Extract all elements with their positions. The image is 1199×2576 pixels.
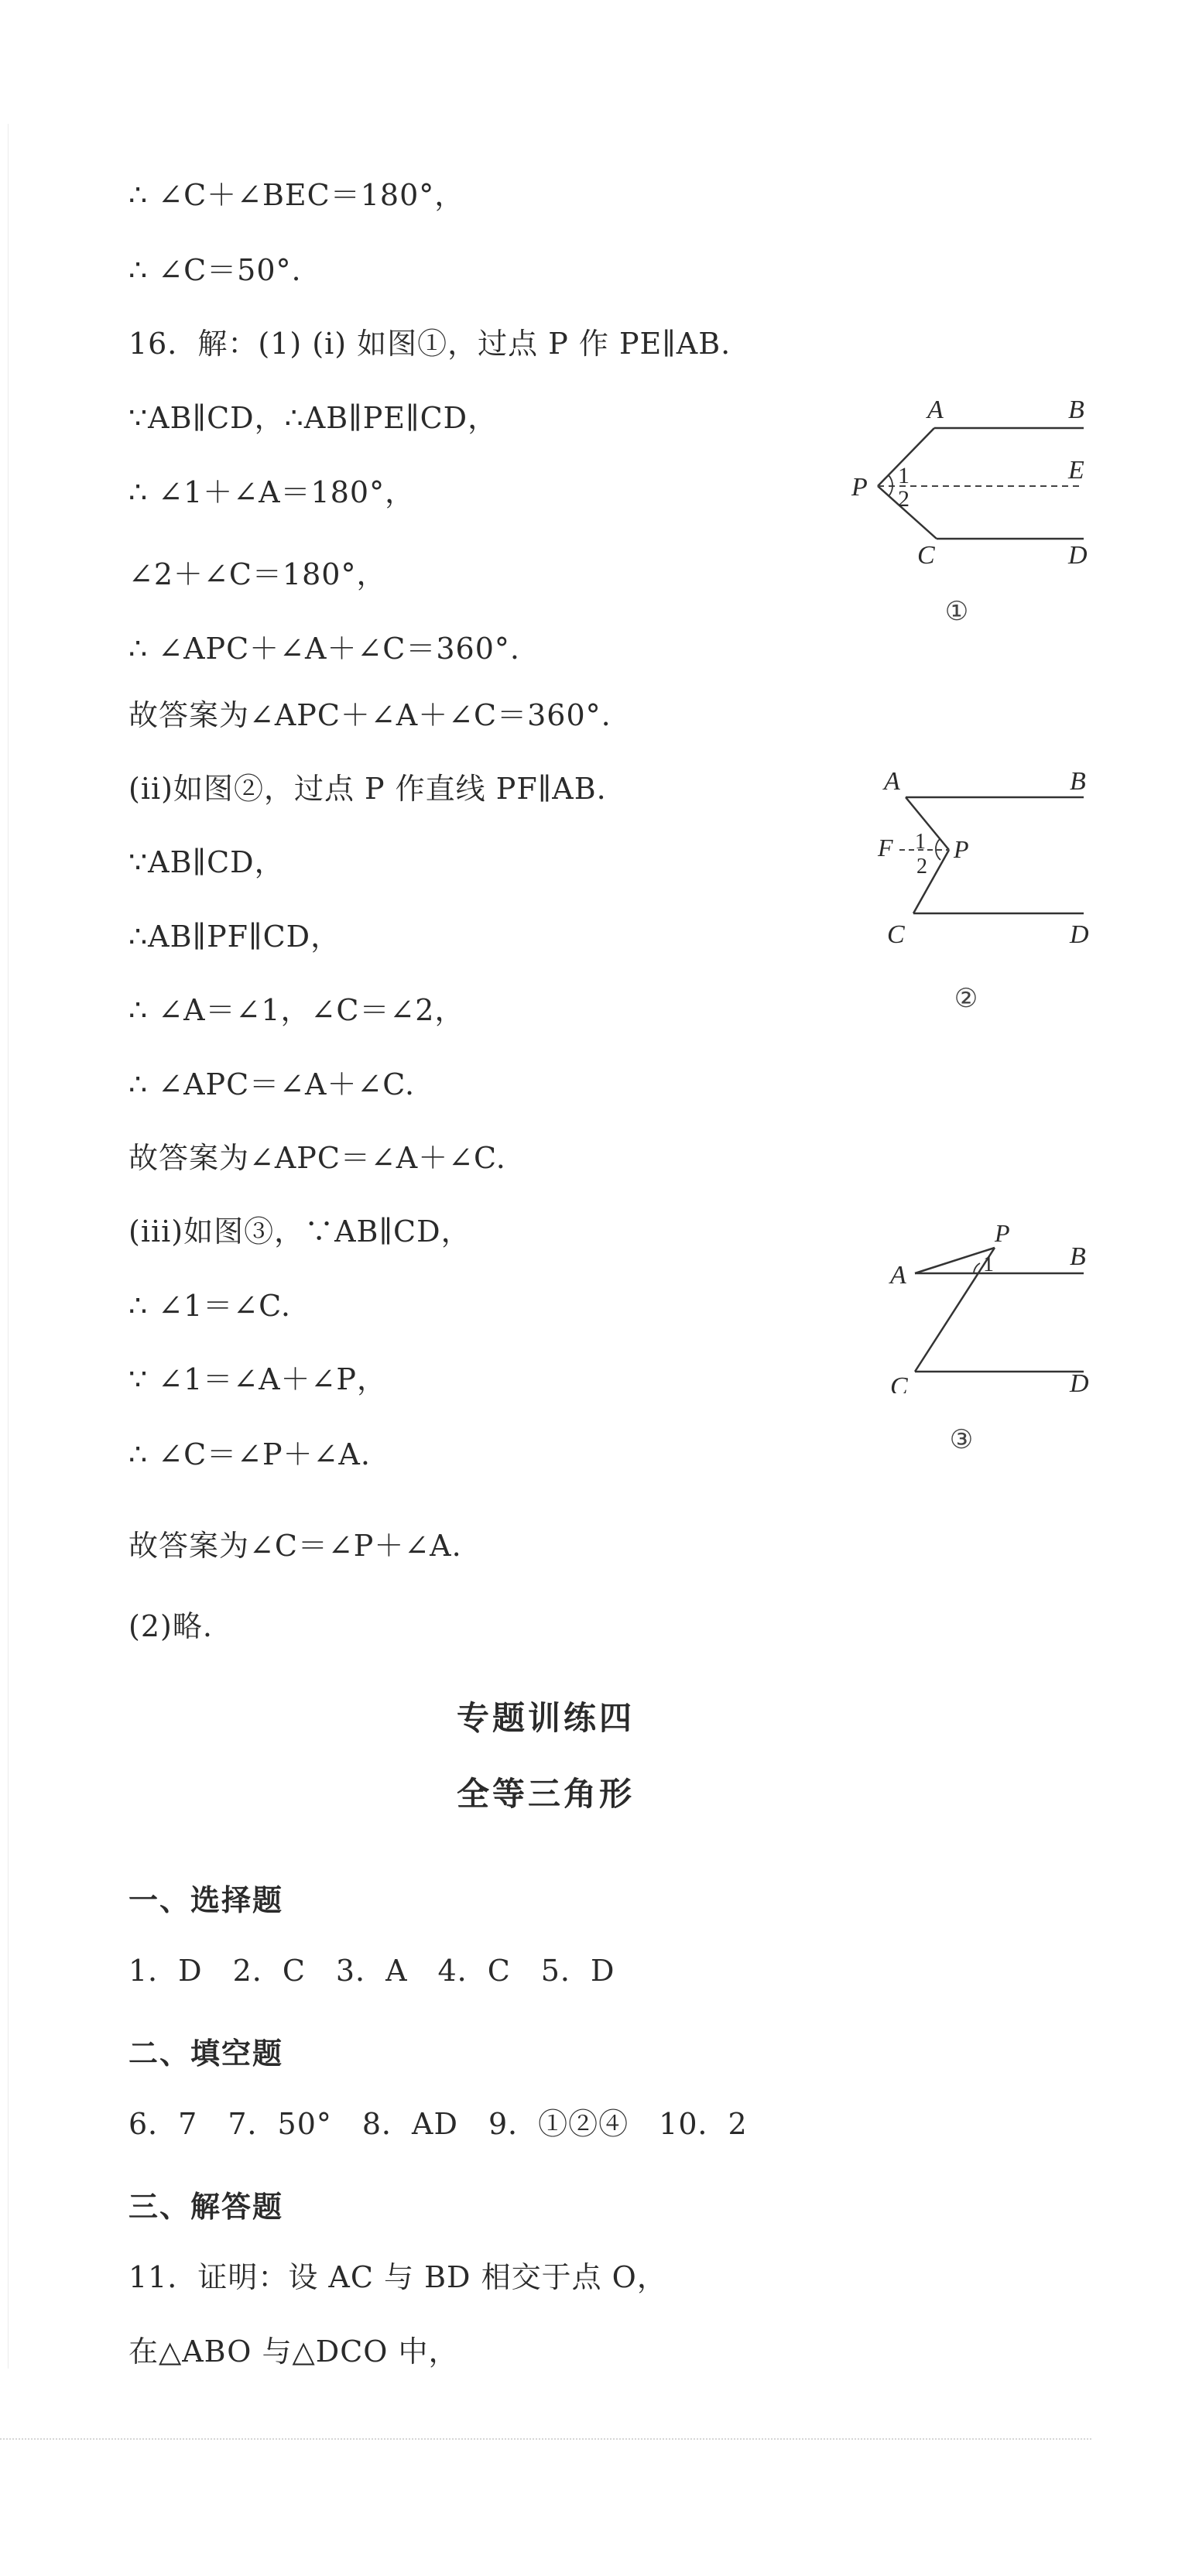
solution-line: ∵AB∥CD， (128, 845, 285, 879)
angle-2-label: 2 (898, 486, 910, 512)
label-a: A (927, 396, 944, 424)
choice-answers: 1．D 2．C 3．A 4．C 5．D (128, 1954, 615, 1988)
solve-line: 在△ABO 与△DCO 中， (128, 2334, 459, 2369)
topic-subtitle: 全等三角形 (456, 1775, 635, 1813)
solution-line: ∵ ∠1＝∠A＋∠P， (128, 1362, 387, 1396)
solution-line: (iii)如图③，∵AB∥CD， (128, 1214, 471, 1249)
label-c: C (890, 1372, 908, 1393)
angle-1-label: 1 (983, 1252, 994, 1276)
solution-line: (2)略. (128, 1609, 213, 1643)
figure-2-caption: ② (954, 983, 978, 1014)
label-d: D (1068, 541, 1088, 570)
section-fill: 二、填空题 (128, 2036, 284, 2071)
solution-line: ∴ ∠A＝∠1，∠C＝∠2， (128, 993, 465, 1027)
label-f: F (878, 834, 893, 862)
answer-line: 故答案为∠C＝∠P＋∠A. (128, 1529, 462, 1563)
solution-line: ∴ ∠C＝50°. (128, 253, 302, 287)
label-c: C (887, 920, 905, 949)
solution-line: ∴ ∠C＋∠BEC＝180°， (128, 178, 465, 212)
label-b: B (1068, 396, 1084, 424)
solution-line: ∴ ∠APC＝∠A＋∠C. (128, 1067, 416, 1101)
label-d: D (1070, 920, 1089, 949)
solution-line: ∠2＋∠C＝180°， (128, 557, 387, 591)
figure-1 (844, 387, 1107, 576)
figure-3-diagram (867, 1192, 1115, 1393)
angle-2-label: 2 (916, 855, 927, 879)
figure-3-caption: ③ (949, 1424, 974, 1455)
solution-line: ∴ ∠APC＋∠A＋∠C＝360°. (128, 632, 520, 666)
label-b: B (1070, 767, 1086, 796)
solution-line: ∴AB∥PF∥CD， (128, 920, 341, 954)
figure-1-caption: ① (944, 596, 969, 627)
figure-3 (867, 1192, 1115, 1396)
label-p: P (851, 473, 868, 502)
label-c: C (917, 541, 935, 570)
solution-line: (ii)如图②，过点 P 作直线 PF∥AB. (128, 772, 607, 806)
label-p: P (954, 835, 969, 863)
fill-answers: 6．7 7．50° 8．AD 9．①②④ 10．2 (128, 2107, 748, 2141)
page-edge (8, 124, 9, 2369)
answer-line: 故答案为∠APC＋∠A＋∠C＝360°. (128, 698, 611, 732)
angle-1-label: 1 (915, 830, 926, 854)
topic-title: 专题训练四 (456, 1699, 635, 1737)
label-b: B (1070, 1242, 1086, 1271)
section-choice: 一、选择题 (128, 1883, 284, 1917)
label-d: D (1070, 1369, 1089, 1393)
label-p: P (995, 1219, 1010, 1247)
figure-2-diagram (867, 759, 1115, 960)
page-footer-divider (0, 2438, 1091, 2440)
label-a: A (884, 767, 900, 796)
figure-2 (867, 759, 1115, 963)
label-a: A (890, 1261, 906, 1290)
problem-16-heading: 16．解：(1) (i) 如图①，过点 P 作 PE∥AB. (128, 327, 731, 361)
solution-line: ∴ ∠C＝∠P＋∠A. (128, 1437, 371, 1471)
solve-line: 11．证明：设 AC 与 BD 相交于点 O， (128, 2260, 667, 2294)
solution-line: ∵AB∥CD，∴AB∥PE∥CD， (128, 401, 498, 435)
answer-line: 故答案为∠APC＝∠A＋∠C. (128, 1141, 506, 1175)
angle-1-label: 1 (898, 463, 910, 488)
solution-line: ∴ ∠1＋∠A＝180°， (128, 475, 416, 509)
solution-line: ∴ ∠1＝∠C. (128, 1289, 291, 1323)
section-solve: 三、解答题 (128, 2190, 284, 2224)
label-e: E (1068, 456, 1084, 485)
figure-1-diagram (844, 387, 1107, 573)
